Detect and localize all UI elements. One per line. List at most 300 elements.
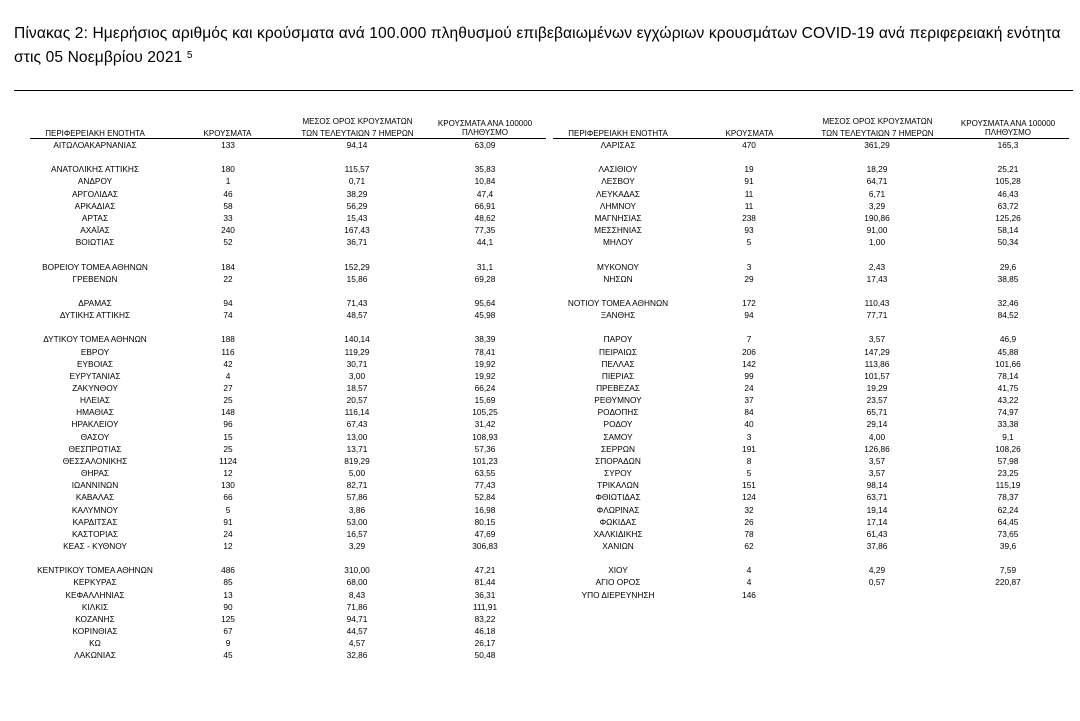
table-cell-per100k: 165,3 [997, 140, 1019, 150]
table-cell-region: ΠΙΕΡΙΑΣ [601, 370, 635, 381]
table-cell-region: ΚΙΛΚΙΣ [81, 601, 109, 612]
table-cell-region: ΚΕΦΑΛΛΗΝΙΑΣ [65, 589, 125, 600]
table-cell-per100k: 58,14 [997, 225, 1019, 236]
table-cell-avg7: 119,29 [344, 346, 370, 357]
table-cell-region: ΒΟΡΕΙΟΥ ΤΟΜΕΑ ΑΘΗΝΩΝ [42, 261, 148, 272]
header-per100k-left [425, 119, 545, 137]
table-cell-avg7: 57,86 [346, 492, 368, 503]
table-cell-per100k: 43,22 [997, 395, 1019, 406]
table-cell-region: ΘΕΣΠΡΩΤΙΑΣ [68, 443, 122, 454]
table-cell-per100k: 50,48 [474, 650, 496, 661]
table-cell-per100k: 78,14 [997, 370, 1019, 381]
table-cell-avg7: 17,14 [866, 516, 888, 527]
table-cell-cases: 99 [744, 370, 754, 381]
table-cell-per100k: 108,93 [472, 431, 498, 442]
table-cell-cases: 11 [744, 188, 754, 199]
table-cell-avg7: 5,00 [348, 468, 366, 479]
table-cell-cases: 172 [742, 297, 756, 308]
table-cell-avg7: 18,57 [346, 383, 368, 393]
header-avg-right [810, 117, 945, 138]
table-cell-region: ΥΠΟ ΔΙΕΡΕΥΝΗΣΗ [581, 589, 655, 600]
header-avg-right-line1: ΜΕΣΟΣ ΟΡΟΣ ΚΡΟΥΣΜΑΤΩΝ [822, 117, 933, 126]
table-cell-per100k: 41,75 [997, 383, 1019, 393]
table-cell-per100k: 33,38 [997, 419, 1019, 430]
table-cell-region: ΜΕΣΣΗΝΙΑΣ [594, 225, 642, 236]
table-cell-per100k: 23,25 [997, 468, 1019, 479]
table-cell-region: ΞΑΝΘΗΣ [600, 310, 636, 321]
table-cell-cases: 22 [223, 273, 233, 284]
table-cell-region: ΜΥΚΟΝΟΥ [597, 261, 639, 272]
header-cases-right: ΚΡΟΥΣΜΑΤΑ [725, 129, 774, 138]
table-cell-cases: 133 [221, 140, 235, 150]
table-cell-per100k: 16,98 [474, 504, 496, 515]
table-cell-per100k: 15,69 [474, 395, 496, 406]
table-cell-cases: 5 [225, 504, 231, 515]
table-cell-region: ΑΝΑΤΟΛΙΚΗΣ ΑΤΤΙΚΗΣ [50, 164, 140, 175]
table-cell-cases: 1124 [219, 455, 237, 466]
header-avg-left-line2: ΤΩΝ ΤΕΛΕΥΤΑΙΩΝ 7 ΗΜΕΡΩΝ [301, 129, 414, 138]
table-cell-cases: 52 [223, 237, 233, 248]
table-cell-per100k: 47,69 [474, 528, 496, 539]
table-cell-cases: 93 [744, 225, 754, 236]
header-avg-left-line1: ΜΕΣΟΣ ΟΡΟΣ ΚΡΟΥΣΜΑΤΩΝ [302, 117, 413, 126]
table-cell-per100k: 57,98 [997, 455, 1019, 466]
table-cell-region: ΦΘΙΩΤΙΔΑΣ [595, 492, 641, 503]
table-cell-per100k: 26,17 [474, 638, 496, 649]
table-cell-region: ΚΕΑΣ - ΚΥΘΝΟΥ [63, 540, 127, 551]
table-cell-region: ΕΒΡΟΥ [80, 346, 110, 357]
table-cell-avg7: 65,71 [866, 407, 888, 418]
table-cell-cases: 33 [223, 212, 233, 223]
table-cell-avg7: 71,86 [346, 601, 368, 612]
table-cell-per100k: 105,25 [472, 407, 498, 418]
table-cell-avg7: 1,00 [868, 237, 886, 248]
table-cell-cases: 25 [223, 443, 233, 454]
table-cell-cases: 78 [744, 528, 754, 539]
table-cell-region: ΒΟΙΩΤΙΑΣ [75, 237, 115, 248]
table-cell-avg7: 113,86 [864, 358, 890, 369]
table-cell-avg7: 3,57 [868, 468, 886, 479]
table-cell-avg7: 2,43 [868, 261, 886, 272]
table-cell-region: ΙΩΑΝΝΙΝΩΝ [71, 480, 119, 491]
table-cell-cases: 240 [221, 225, 235, 236]
table-cell-per100k: 19,92 [474, 358, 496, 369]
table-cell-cases: 180 [221, 164, 235, 175]
table-cell-cases: 5 [746, 468, 752, 479]
table-cell-region: ΦΛΩΡΙΝΑΣ [596, 504, 640, 515]
table-cell-cases: 24 [744, 383, 754, 393]
table-cell-avg7: 20,57 [346, 395, 368, 406]
table-cell-avg7: 4,00 [868, 431, 886, 442]
table-cell-cases: 4 [225, 370, 231, 381]
table-cell-cases: 142 [742, 358, 756, 369]
header-per100k-left-line2: ΠΛΗΘΥΣΜΟ [461, 128, 509, 137]
table-cell-cases: 5 [746, 237, 752, 248]
header-avg-left [290, 117, 425, 138]
table-cell-per100k: 25,21 [997, 164, 1019, 175]
table-cell-cases: 45 [223, 650, 233, 661]
table-cell-per100k: 63,09 [474, 140, 496, 150]
table-cell-region: ΑΓΙΟ ΟΡΟΣ [595, 577, 641, 588]
table-cell-avg7: 29,14 [866, 419, 888, 430]
table-cell-avg7: 37,86 [866, 540, 888, 551]
table-cell-avg7: 126,86 [864, 443, 890, 454]
table-cell-cases: 7 [746, 334, 752, 345]
table-cell-avg7: 36,71 [346, 237, 368, 248]
table-cell-per100k: 57,36 [474, 443, 496, 454]
table-cell-region: ΘΕΣΣΑΛΟΝΙΚΗΣ [62, 455, 128, 466]
table-cell-region: ΔΥΤΙΚΗΣ ΑΤΤΙΚΗΣ [59, 310, 131, 321]
table-cell-avg7: 61,43 [866, 528, 888, 539]
table-cell-avg7: 77,71 [866, 310, 888, 321]
table-cell-cases: 1 [225, 176, 231, 187]
table-cell-cases: 9 [225, 638, 231, 649]
table-cell-per100k: 78,41 [474, 346, 496, 357]
table-cell-per100k: 66,24 [474, 383, 496, 393]
table-cell-avg7: 4,29 [868, 565, 886, 576]
table-cell-region: ΣΥΡΟΥ [604, 468, 632, 479]
table-cell-region: ΑΧΑΪΑΣ [80, 225, 110, 236]
table-cell-cases: 94 [223, 297, 233, 308]
header-per100k-right [948, 119, 1068, 137]
table-cell-cases: 94 [744, 310, 754, 321]
table-title-text: Πίνακας 2: Ημερήσιος αριθμός και κρούσματα ανά 100.000 πληθυσμού επιβεβαιωμένων εγχώριων κρουσμάτων COVID-19 ανά περιφερειακή ενότητα στις 05 Νοεμβρίου 2021 [14, 25, 1061, 66]
table-cell-region: ΜΗΛΟΥ [603, 237, 633, 248]
table-cell-cases: 3 [746, 431, 752, 442]
table-cell-avg7: 19,29 [866, 383, 888, 393]
table-cell-region: ΚΑΡΔΙΤΣΑΣ [72, 516, 118, 527]
table-cell-cases: 12 [223, 540, 233, 551]
table-cell-per100k: 62,24 [997, 504, 1019, 515]
table-cell-cases: 29 [744, 273, 754, 284]
table-cell-cases: 130 [221, 480, 235, 491]
table-cell-per100k: 38,39 [474, 334, 496, 345]
table-cell-avg7: 0,71 [348, 176, 366, 187]
table-cell-region: ΘΗΡΑΣ [80, 468, 110, 479]
table-cell-region: ΣΑΜΟΥ [603, 431, 633, 442]
table-cell-region: ΠΕΛΛΑΣ [601, 358, 635, 369]
table-cell-cases: 206 [742, 346, 756, 357]
header-per100k-left-line1: ΚΡΟΥΣΜΑΤΑ ΑΝΑ 100000 [437, 119, 533, 128]
table-cell-per100k: 95,64 [474, 297, 496, 308]
table-cell-avg7: 3,57 [868, 455, 886, 466]
table-cell-avg7: 32,86 [346, 650, 368, 661]
table-cell-cases: 151 [742, 480, 756, 491]
header-region-right: ΠΕΡΙΦΕΡΕΙΑΚΗ ΕΝΟΤΗΤΑ [568, 129, 668, 138]
table-cell-avg7: 53,00 [346, 516, 368, 527]
header-region-left: ΠΕΡΙΦΕΡΕΙΑΚΗ ΕΝΟΤΗΤΑ [45, 129, 145, 138]
table-cell-avg7: 3,29 [348, 540, 366, 551]
table-cell-avg7: 3,00 [348, 370, 366, 381]
header-cases-left: ΚΡΟΥΣΜΑΤΑ [203, 129, 252, 138]
table-cell-cases: 40 [744, 419, 754, 430]
table-cell-region: ΚΟΖΑΝΗΣ [75, 613, 115, 624]
table-cell-cases: 74 [223, 310, 233, 321]
table-cell-per100k: 31,42 [474, 419, 496, 430]
table-cell-region: ΤΡΙΚΑΛΩΝ [597, 480, 639, 491]
table-cell-region: ΑΡΚΑΔΙΑΣ [74, 200, 116, 211]
table-cell-avg7: 16,57 [346, 528, 368, 539]
table-cell-region: ΚΑΣΤΟΡΙΑΣ [71, 528, 119, 539]
table-cell-avg7: 3,29 [868, 200, 886, 211]
table-cell-avg7: 82,71 [346, 480, 368, 491]
table-cell-region: ΝΟΤΙΟΥ ΤΟΜΕΑ ΑΘΗΝΩΝ [567, 297, 669, 308]
table-cell-per100k: 36,31 [474, 589, 496, 600]
table-cell-region: ΝΗΣΩΝ [603, 273, 633, 284]
table-cell-region: ΔΥΤΙΚΟΥ ΤΟΜΕΑ ΑΘΗΝΩΝ [43, 334, 147, 345]
table-cell-per100k: 64,45 [997, 516, 1019, 527]
table-cell-region: ΠΡΕΒΕΖΑΣ [596, 383, 640, 393]
table-cell-per100k: 69,28 [474, 273, 496, 284]
table-cell-region: ΠΑΡΟΥ [603, 334, 633, 345]
table-cell-cases: 3 [746, 261, 752, 272]
table-cell-per100k: 101,66 [995, 358, 1021, 369]
table-cell-cases: 62 [744, 540, 754, 551]
table-cell-cases: 91 [223, 516, 233, 527]
table-cell-region: ΠΕΙΡΑΙΩΣ [599, 346, 637, 357]
table-cell-cases: 26 [744, 516, 754, 527]
table-cell-cases: 8 [746, 455, 752, 466]
table-cell-region: ΚΑΛΥΜΝΟΥ [71, 504, 119, 515]
table-cell-avg7: 68,00 [346, 577, 368, 588]
table-cell-avg7: 94,71 [346, 613, 368, 624]
header-underline-right [553, 138, 1069, 139]
table-cell-per100k: 77,35 [474, 225, 496, 236]
table-cell-region: ΧΑΝΙΩΝ [602, 540, 634, 551]
table-cell-per100k: 45,88 [997, 346, 1019, 357]
table-cell-region: ΚΕΡΚΥΡΑΣ [73, 577, 117, 588]
table-cell-per100k: 77,43 [474, 480, 496, 491]
table-cell-avg7: 0,57 [868, 577, 886, 588]
table-cell-avg7: 819,29 [344, 455, 370, 466]
table-cell-per100k: 81,44 [474, 577, 496, 588]
table-cell-region: ΕΥΡΥΤΑΝΙΑΣ [69, 370, 121, 381]
table-cell-cases: 37 [744, 395, 754, 406]
table-cell-cases: 84 [744, 407, 754, 418]
table-cell-avg7: 17,43 [866, 273, 888, 284]
header-per100k-right-line1: ΚΡΟΥΣΜΑΤΑ ΑΝΑ 100000 [960, 119, 1056, 128]
table-cell-avg7: 115,57 [344, 164, 370, 175]
table-cell-region: ΛΕΣΒΟΥ [601, 176, 635, 187]
table-cell-region: ΔΡΑΜΑΣ [78, 297, 112, 308]
table-cell-per100k: 46,43 [997, 188, 1019, 199]
table-cell-region: ΜΑΓΝΗΣΙΑΣ [594, 212, 642, 223]
table-cell-per100k: 83,22 [474, 613, 496, 624]
table-cell-region: ΚΩ [89, 638, 101, 649]
table-cell-region: ΑΝΔΡΟΥ [77, 176, 113, 187]
table-cell-per100k: 47,21 [474, 565, 496, 576]
table-cell-region: ΧΑΛΚΙΔΙΚΗΣ [593, 528, 643, 539]
table-cell-region: ΑΙΤΩΛΟΑΚΑΡΝΑΝΙΑΣ [53, 140, 137, 150]
table-cell-region: ΛΑΡΙΣΑΣ [600, 140, 636, 150]
table-cell-region: ΗΜΑΘΙΑΣ [76, 407, 114, 418]
table-cell-per100k: 50,34 [997, 237, 1019, 248]
table-cell-per100k: 7,59 [999, 565, 1017, 576]
table-cell-region: ΘΑΣΟΥ [80, 431, 110, 442]
table-cell-cases: 188 [221, 334, 235, 345]
table-cell-avg7: 19,14 [866, 504, 888, 515]
table-cell-region: ΡΟΔΟΠΗΣ [597, 407, 639, 418]
table-cell-per100k: 10,84 [474, 176, 496, 187]
table-cell-avg7: 98,14 [866, 480, 888, 491]
table-cell-region: ΚΕΝΤΡΙΚΟΥ ΤΟΜΕΑ ΑΘΗΝΩΝ [37, 565, 153, 576]
table-cell-avg7: 190,86 [864, 212, 890, 223]
table-cell-cases: 27 [223, 383, 233, 393]
table-cell-per100k: 63,55 [474, 468, 496, 479]
table-title [14, 22, 1074, 70]
table-cell-cases: 4 [746, 577, 752, 588]
table-cell-region: ΛΑΣΙΘΙΟΥ [598, 164, 638, 175]
table-cell-avg7: 71,43 [346, 297, 368, 308]
table-cell-avg7: 110,43 [864, 297, 890, 308]
table-cell-avg7: 91,00 [866, 225, 888, 236]
table-cell-region: ΗΛΕΙΑΣ [79, 395, 111, 406]
table-cell-region: ΛΑΚΩΝΙΑΣ [74, 650, 116, 661]
table-cell-cases: 486 [221, 565, 235, 576]
table-cell-avg7: 167,43 [344, 225, 370, 236]
table-cell-avg7: 8,43 [348, 589, 366, 600]
table-cell-region: ΑΡΓΟΛΙΔΑΣ [72, 188, 118, 199]
table-cell-cases: 58 [223, 200, 233, 211]
table-cell-per100k: 52,84 [474, 492, 496, 503]
table-cell-per100k: 46,9 [999, 334, 1017, 345]
table-cell-avg7: 63,71 [866, 492, 888, 503]
table-cell-cases: 42 [223, 358, 233, 369]
table-cell-avg7: 4,57 [348, 638, 366, 649]
table-cell-avg7: 361,29 [864, 140, 890, 150]
table-cell-region: ΣΕΡΡΩΝ [601, 443, 635, 454]
table-cell-cases: 12 [223, 468, 233, 479]
table-cell-cases: 4 [746, 565, 752, 576]
table-cell-cases: 238 [742, 212, 756, 223]
table-cell-per100k: 31,1 [476, 261, 494, 272]
table-cell-cases: 15 [223, 431, 233, 442]
table-cell-per100k: 35,83 [474, 164, 496, 175]
table-cell-avg7: 15,43 [346, 212, 368, 223]
table-cell-cases: 146 [742, 589, 756, 600]
table-cell-per100k: 29,6 [999, 261, 1017, 272]
header-per100k-right-line2: ΠΛΗΘΥΣΜΟ [984, 128, 1032, 137]
table-cell-cases: 184 [221, 261, 235, 272]
table-cell-avg7: 44,57 [346, 626, 368, 636]
table-cell-per100k: 32,46 [997, 297, 1019, 308]
table-cell-per100k: 44,1 [476, 237, 494, 248]
table-cell-per100k: 39,6 [999, 540, 1017, 551]
table-cell-per100k: 78,37 [997, 492, 1019, 503]
table-cell-avg7: 152,29 [344, 261, 370, 272]
table-cell-cases: 13 [223, 589, 233, 600]
table-cell-per100k: 46,18 [474, 626, 496, 636]
table-cell-avg7: 13,00 [346, 431, 368, 442]
table-cell-avg7: 147,29 [864, 346, 890, 357]
table-cell-cases: 24 [223, 528, 233, 539]
table-cell-cases: 46 [223, 188, 233, 199]
table-cell-per100k: 38,85 [997, 273, 1019, 284]
table-cell-region: ΧΙΟΥ [608, 565, 628, 576]
table-cell-cases: 470 [742, 140, 756, 150]
table-cell-per100k: 9,1 [1002, 431, 1014, 442]
title-divider [14, 90, 1073, 91]
table-cell-avg7: 23,57 [866, 395, 888, 406]
table-cell-avg7: 64,71 [866, 176, 888, 187]
table-cell-avg7: 18,29 [866, 164, 888, 175]
table-cell-cases: 116 [221, 346, 235, 357]
table-cell-avg7: 94,14 [346, 140, 368, 150]
table-cell-avg7: 13,71 [346, 443, 368, 454]
header-avg-right-line2: ΤΩΝ ΤΕΛΕΥΤΑΙΩΝ 7 ΗΜΕΡΩΝ [821, 129, 934, 138]
table-cell-avg7: 15,86 [346, 273, 368, 284]
table-cell-per100k: 63,72 [997, 200, 1019, 211]
table-cell-cases: 25 [223, 395, 233, 406]
header-underline-left [30, 138, 546, 139]
table-cell-cases: 19 [744, 164, 754, 175]
table-cell-per100k: 108,26 [995, 443, 1021, 454]
table-cell-avg7: 48,57 [346, 310, 368, 321]
table-cell-region: ΓΡΕΒΕΝΩΝ [72, 273, 118, 284]
table-cell-cases: 85 [223, 577, 233, 588]
table-cell-avg7: 140,14 [344, 334, 370, 345]
table-cell-region: ΡΕΘΥΜΝΟΥ [594, 395, 642, 406]
table-cell-per100k: 111,91 [472, 601, 498, 612]
table-cell-cases: 91 [744, 176, 754, 187]
table-cell-cases: 124 [742, 492, 756, 503]
table-cell-region: ΚΟΡΙΝΘΙΑΣ [72, 626, 118, 636]
footnote-marker: 5 [186, 50, 193, 61]
table-cell-per100k: 19,92 [474, 370, 496, 381]
table-cell-region: ΦΩΚΙΔΑΣ [599, 516, 637, 527]
table-cell-avg7: 116,14 [344, 407, 370, 418]
table-cell-per100k: 80,15 [474, 516, 496, 527]
table-cell-cases: 11 [744, 200, 754, 211]
table-cell-avg7: 30,71 [346, 358, 368, 369]
table-cell-per100k: 105,28 [995, 176, 1021, 187]
table-cell-region: ΛΕΥΚΑΔΑΣ [596, 188, 640, 199]
table-cell-per100k: 84,52 [997, 310, 1019, 321]
table-cell-per100k: 101,23 [472, 455, 498, 466]
table-cell-avg7: 67,43 [346, 419, 368, 430]
table-cell-cases: 148 [221, 407, 235, 418]
table-cell-cases: 32 [744, 504, 754, 515]
table-cell-per100k: 306,83 [472, 540, 498, 551]
table-cell-per100k: 48,62 [474, 212, 496, 223]
table-cell-region: ΡΟΔΟΥ [603, 419, 633, 430]
table-cell-avg7: 56,29 [346, 200, 368, 211]
table-cell-region: ΕΥΒΟΙΑΣ [76, 358, 114, 369]
table-cell-cases: 66 [223, 492, 233, 503]
table-cell-per100k: 115,19 [995, 480, 1021, 491]
table-cell-region: ΗΡΑΚΛΕΙΟΥ [71, 419, 119, 430]
table-cell-cases: 191 [742, 443, 756, 454]
table-cell-per100k: 45,98 [474, 310, 496, 321]
table-cell-per100k: 220,87 [995, 577, 1021, 588]
table-cell-per100k: 47,4 [476, 188, 494, 199]
table-cell-region: ΑΡΤΑΣ [81, 212, 109, 223]
table-cell-region: ΖΑΚΥΝΘΟΥ [72, 383, 118, 393]
table-cell-per100k: 74,97 [997, 407, 1019, 418]
table-cell-per100k: 66,91 [474, 200, 496, 211]
table-cell-cases: 96 [223, 419, 233, 430]
table-cell-per100k: 73,65 [997, 528, 1019, 539]
table-cell-cases: 125 [221, 613, 235, 624]
table-cell-avg7: 3,57 [868, 334, 886, 345]
table-cell-per100k: 125,26 [995, 212, 1021, 223]
table-cell-region: ΚΑΒΑΛΑΣ [75, 492, 115, 503]
table-cell-avg7: 6,71 [868, 188, 886, 199]
table-cell-region: ΣΠΟΡΑΔΩΝ [595, 455, 641, 466]
table-cell-avg7: 38,29 [346, 188, 368, 199]
table-cell-region: ΛΗΜΝΟΥ [599, 200, 637, 211]
table-cell-avg7: 3,86 [348, 504, 366, 515]
